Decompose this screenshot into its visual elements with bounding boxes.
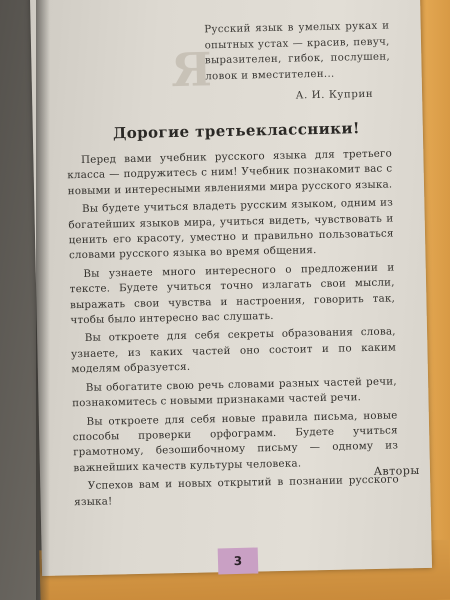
- page-title: Дорогие третьеклассники!: [112, 119, 361, 143]
- decorative-letter-icon: Я: [170, 42, 213, 98]
- paragraph: Успехов вам и новых открытий в познании русского языка!: [74, 473, 399, 508]
- authors-signature: Авторы: [373, 463, 420, 478]
- paragraph: Вы будете учиться владеть русским языком, одним из богатейших языков мира, учиться видеть, чувствовать и ценить его красоту, уместно и правильно пользоваться словами русского языка во время общения.: [68, 196, 394, 262]
- paragraph: Вы откроете для себя новые правила письма, новые способы проверки орфограмм. Будете учиться грамотному, безошибочному письму — одному из важнейших качеств культуры человека.: [72, 408, 399, 474]
- paragraph: Вы обогатите свою речь словами разных частей речи, познакомитесь с новыми признаками частей речи.: [72, 375, 397, 410]
- page-number: 3: [233, 553, 243, 569]
- page-number-badge: [218, 547, 259, 574]
- epigraph-text: Русский язык в умелых руках и опытных устах — красив, певуч, выразителен, гибок, послушен, ловок и вместителен...: [204, 20, 391, 82]
- epigraph-author: А. И. Куприн: [295, 88, 374, 102]
- paragraph: Вы узнаете много интересного о предложении и тексте. Будете учиться точно излагать свои мысли, выражать свои чувства и настроения, говорить так, чтобы было интересно вас слушать.: [69, 261, 396, 327]
- paragraph: Вы откроете для себя секреты образования слова, узнаете, из каких частей оно состоит и по каким моделям образуется.: [70, 325, 397, 376]
- paragraph: Перед вами учебник русского языка для третьего класса — подружитесь с ним! Учебник познакомит вас с новыми и интересными явлениями мира русского языка.: [67, 147, 393, 198]
- body-text: [67, 146, 399, 513]
